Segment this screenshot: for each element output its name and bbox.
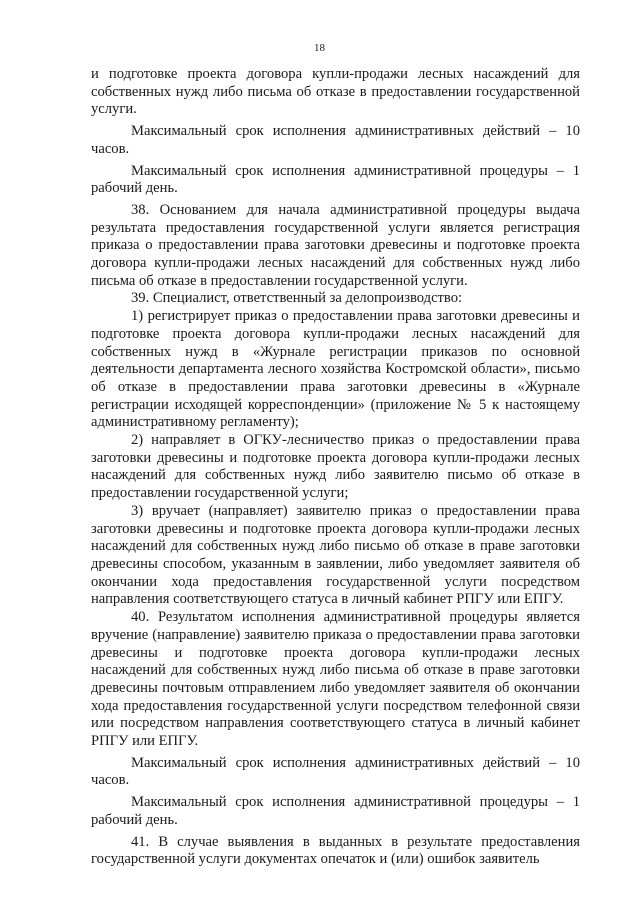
paragraph: 1) регистрирует приказ о предоставлении права заготовки древесины и подготовке проекта договора купли-продажи лесных насаждений для собственных нужд в «Журнале регистрации приказов по основной деятельности департамента лесного хозяйства Костромской области», письмо об отказе в предоставлении права заготовки древесины в «Журнале регистрации исходящей корреспонденции» (приложение № 5 к настоящему административному регламенту); [91,308,580,431]
paragraph: Максимальный срок исполнения административных действий – 10 часов. [91,123,580,157]
paragraph: Максимальный срок исполнения административной процедуры – 1 рабочий день. [91,794,580,828]
paragraph: 3) вручает (направляет) заявителю приказ о предоставлении права заготовки древесины и подготовке проекта договора купли-продажи лесных насаждений для собственных нужд либо письмо об отказе в праве заготовки древесины способом, указанным в заявлении, либо уведомляет заявителя об окончании хода предоставления государственной услуги посредством направления соответствующего статуса в личный кабинет РПГУ или ЕПГУ. [91,502,580,608]
paragraph: 2) направляет в ОГКУ-лесничество приказ о предоставлении права заготовки древесины и подготовке проекта договора купли-продажи лесных насаждений для собственных нужд либо заявителю письмо об отказе в предоставлении государственной услуги; [91,432,580,502]
paragraph: 41. В случае выявления в выданных в результате предоставления государственной услуги документах опечаток и (или) ошибок заявитель [91,833,580,868]
page-number: 18 [314,42,325,54]
paragraph: 38. Основанием для начала административной процедуры выдача результата предоставления государственной услуги является регистрация приказа о предоставлении права заготовки древесины и подготовке проекта договора купли-продажи лесных насаждений для собственных нужд либо письма об отказе в предоставлении государственной услуги. [91,201,580,289]
document-body [91,66,580,869]
paragraph: Максимальный срок исполнения административных действий – 10 часов. [91,754,580,789]
paragraph: 39. Специалист, ответственный за делопроизводство: [131,290,463,307]
paragraph: Максимальный срок исполнения административной процедуры – 1 рабочий день. [91,162,580,197]
paragraph: 40. Результатом исполнения административной процедуры является вручение (направление) заявителю приказа о предоставлении права заготовки древесины и подготовке проекта договора купли-продажи лесных насаждений для собственных нужд либо письма об отказе в праве заготовки древесины почтовым отправлением либо уведомляет заявителя об окончании хода предоставления государственной услуги посредством телефонной связи или посредством направления соответствующего статуса в личный кабинет РПГУ или ЕПГУ. [91,609,580,750]
paragraph: и подготовке проекта договора купли-продажи лесных насаждений для собственных нужд либо письма об отказе в предоставлении государственной услуги. [91,66,580,118]
